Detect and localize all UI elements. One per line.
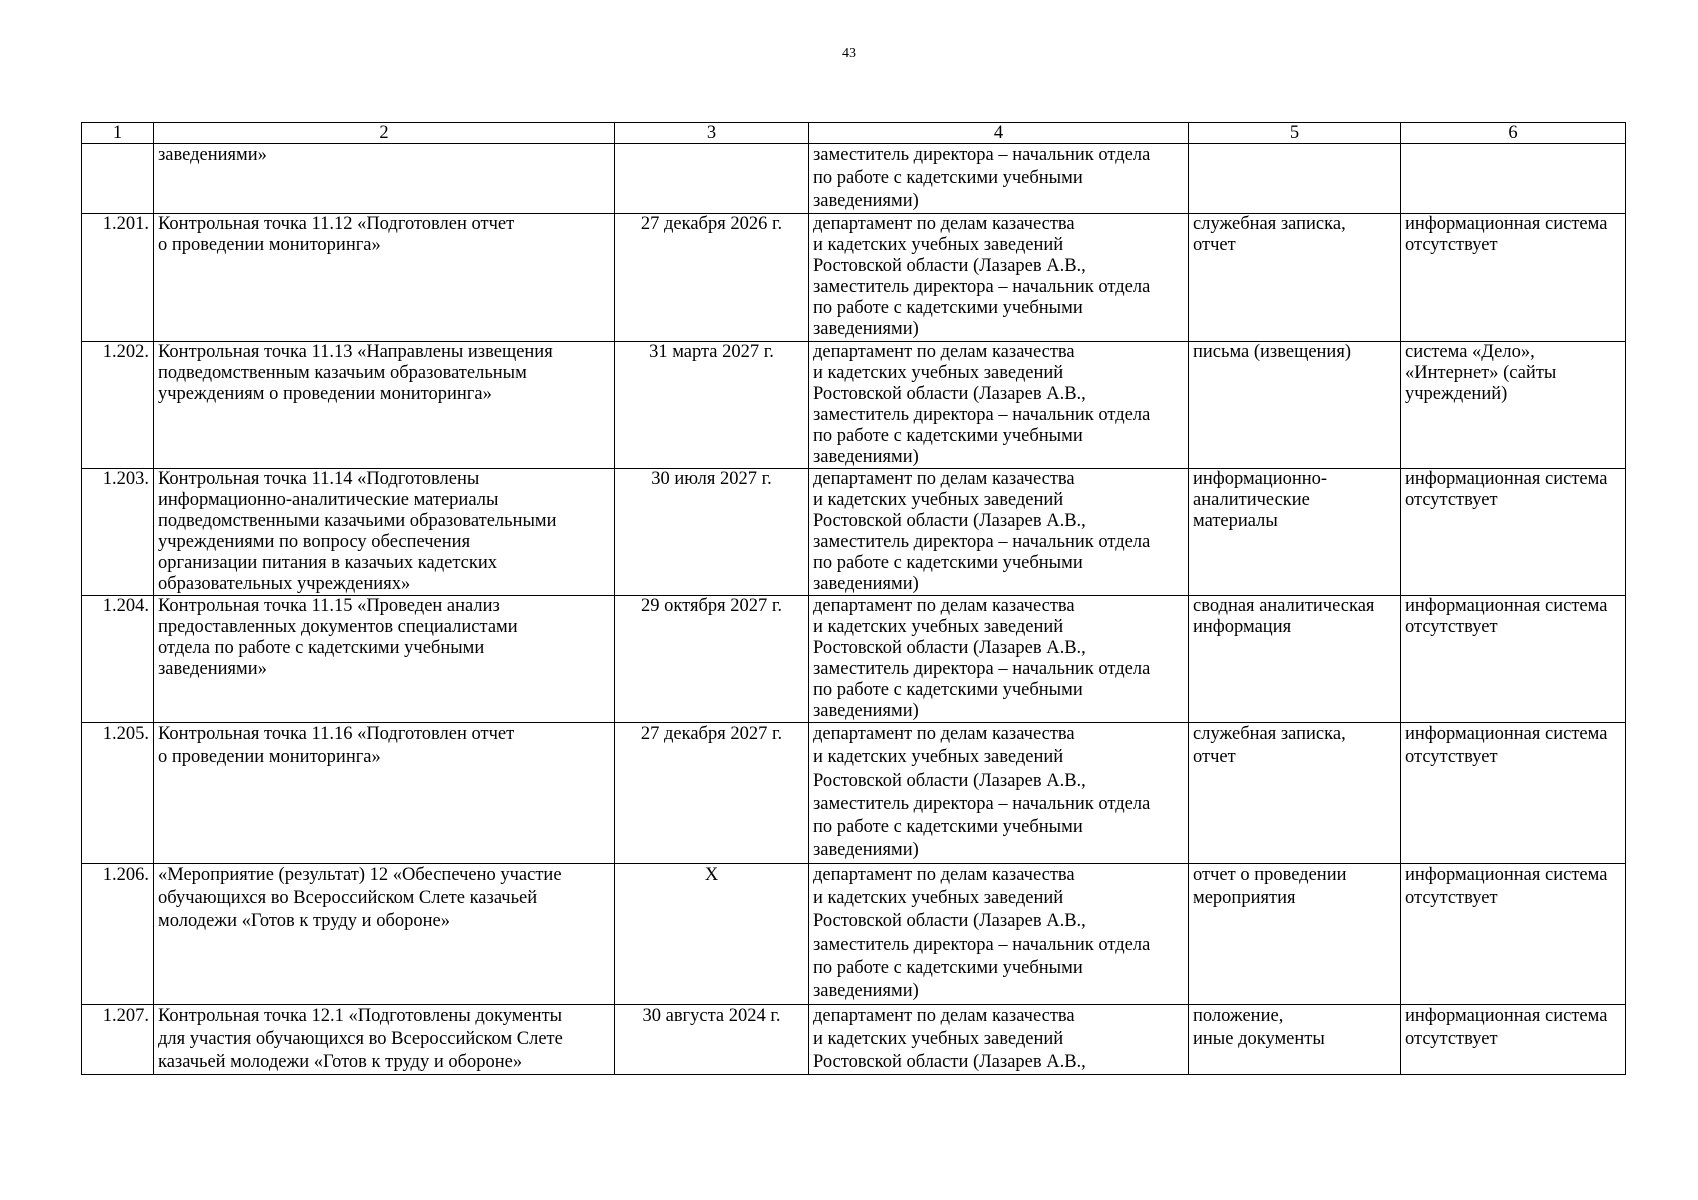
cell-line: департамент по делам казачества (813, 342, 1075, 362)
responsible-cell (809, 214, 1189, 342)
cell-line: Ростовской области (Лазарев А.В., (813, 770, 1086, 791)
deadline-cell: 29 октября 2027 г. (615, 596, 809, 723)
row-number: 1.207. (82, 1004, 154, 1074)
cell-line: департамент по делам казачества (813, 596, 1075, 616)
cell-line: «Интернет» (сайты (1405, 363, 1557, 383)
row-number: 1.206. (82, 863, 154, 1004)
cell-line: о проведении мониторинга» (158, 235, 381, 255)
cell-line: иные документы (1193, 1028, 1325, 1049)
cell-line: положение, (1193, 1005, 1284, 1026)
cell-line: письма (извещения) (1193, 342, 1351, 362)
cell-line: заведениями) (813, 191, 919, 211)
column-header: 4 (809, 123, 1189, 144)
responsible-cell (809, 596, 1189, 723)
cell-line: и кадетских учебных заведений (813, 490, 1064, 510)
information-system-cell (1401, 342, 1626, 469)
cell-line: заведениями» (158, 659, 267, 679)
cell-line: Контрольная точка 11.13 «Направлены извещения (158, 342, 553, 362)
information-system-cell (1401, 723, 1626, 864)
information-system-cell (1401, 144, 1626, 214)
cell-line: заместитель директора – начальник отдела (813, 659, 1151, 679)
table-row (82, 1004, 1626, 1074)
cell-line: информация (1193, 617, 1292, 637)
event-name-cell (154, 214, 615, 342)
cell-line: заместитель директора – начальник отдела (813, 277, 1151, 297)
information-system-cell (1401, 596, 1626, 723)
cell-line: Ростовской области (Лазарев А.В., (813, 911, 1086, 932)
cell-line: учреждениям о проведении мониторинга» (158, 384, 492, 404)
cell-line: заместитель директора – начальник отдела (813, 532, 1151, 552)
cell-line: о проведении мониторинга» (158, 747, 381, 768)
cell-line: учреждений) (1405, 384, 1508, 404)
table-body (82, 144, 1626, 1075)
cell-line: информационная система (1405, 1005, 1608, 1026)
cell-line: заведениями) (813, 574, 919, 594)
cell-line: Ростовской области (Лазарев А.В., (813, 256, 1086, 276)
table-row (82, 596, 1626, 723)
row-number: 1.201. (82, 214, 154, 342)
cell-line: предоставленных документов специалистами (158, 617, 518, 637)
document-type-cell (1189, 863, 1401, 1004)
cell-line: информационная система (1405, 724, 1608, 744)
responsible-cell (809, 863, 1189, 1004)
responsible-cell (809, 144, 1189, 214)
cell-line: заведениями) (813, 319, 919, 339)
cell-line: «Мероприятие (результат) 12 «Обеспечено участие (158, 864, 562, 885)
cell-line: отсутствует (1405, 747, 1498, 768)
cell-line: Контрольная точка 11.16 «Подготовлен отчет (158, 724, 515, 744)
cell-line: по работе с кадетскими учебными (813, 680, 1083, 700)
cell-line: и кадетских учебных заведений (813, 888, 1064, 909)
cell-line: Ростовской области (Лазарев А.В., (813, 511, 1086, 531)
table-row (82, 469, 1626, 596)
deadline-cell: 30 июля 2027 г. (615, 469, 809, 596)
column-header: 3 (615, 123, 809, 144)
page-number: 43 (842, 46, 856, 61)
cell-line: заместитель директора – начальник отдела (813, 145, 1151, 165)
cell-line: учреждениями по вопросу обеспечения (158, 532, 471, 552)
table-row (82, 863, 1626, 1004)
plan-table (81, 122, 1626, 1075)
information-system-cell (1401, 214, 1626, 342)
event-name-cell (154, 342, 615, 469)
information-system-cell (1401, 1004, 1626, 1074)
event-name-cell (154, 469, 615, 596)
cell-line: информационная система (1405, 596, 1608, 616)
cell-line: отсутствует (1405, 235, 1498, 255)
cell-line: заведениями) (813, 981, 919, 1002)
cell-line: аналитические (1193, 490, 1310, 510)
information-system-cell (1401, 469, 1626, 596)
document-type-cell (1189, 723, 1401, 864)
cell-line: Ростовской области (Лазарев А.В., (813, 384, 1086, 404)
cell-line: отсутствует (1405, 617, 1498, 637)
document-type-cell (1189, 469, 1401, 596)
responsible-cell (809, 1004, 1189, 1074)
event-name-cell (154, 863, 615, 1004)
responsible-cell (809, 342, 1189, 469)
cell-line: по работе с кадетскими учебными (813, 553, 1083, 573)
deadline-cell: X (615, 863, 809, 1004)
deadline-cell: 30 августа 2024 г. (615, 1004, 809, 1074)
cell-line: заместитель директора – начальник отдела (813, 405, 1151, 425)
cell-line: по работе с кадетскими учебными (813, 298, 1083, 318)
cell-line: информационная система (1405, 469, 1608, 489)
cell-line: отсутствует (1405, 888, 1498, 909)
row-number (82, 144, 154, 214)
cell-line: по работе с кадетскими учебными (813, 957, 1083, 978)
cell-line: департамент по делам казачества (813, 724, 1075, 744)
row-number: 1.203. (82, 469, 154, 596)
cell-line: заведениями) (813, 840, 919, 861)
cell-line: и кадетских учебных заведений (813, 1028, 1064, 1049)
event-name-cell (154, 596, 615, 723)
cell-line: Ростовской области (Лазарев А.В., (813, 638, 1086, 658)
cell-line: казачьей молодежи «Готов к труду и обороне» (158, 1051, 523, 1072)
cell-line: заведениями» (158, 145, 267, 165)
cell-line: Контрольная точка 11.15 «Проведен анализ (158, 596, 500, 616)
cell-line: департамент по делам казачества (813, 469, 1075, 489)
cell-line: информационная система (1405, 214, 1608, 234)
cell-line: и кадетских учебных заведений (813, 747, 1064, 768)
cell-line: образовательных учреждениях» (158, 574, 411, 594)
responsible-cell (809, 723, 1189, 864)
cell-line: отчет о проведении (1193, 864, 1347, 885)
cell-line: и кадетских учебных заведений (813, 363, 1064, 383)
cell-line: по работе с кадетскими учебными (813, 168, 1083, 188)
event-name-cell (154, 144, 615, 214)
cell-line: сводная аналитическая (1193, 596, 1375, 616)
deadline-cell: 27 декабря 2027 г. (615, 723, 809, 864)
cell-line: служебная записка, (1193, 724, 1346, 744)
table-row (82, 342, 1626, 469)
cell-line: отсутствует (1405, 1028, 1498, 1049)
document-type-cell (1189, 214, 1401, 342)
cell-line: Ростовской области (Лазарев А.В., (813, 1051, 1086, 1072)
cell-line: заместитель директора – начальник отдела (813, 793, 1151, 814)
column-header: 2 (154, 123, 615, 144)
deadline-cell: 27 декабря 2026 г. (615, 214, 809, 342)
row-number: 1.202. (82, 342, 154, 469)
cell-line: организации питания в казачьих кадетских (158, 553, 497, 573)
document-type-cell (1189, 144, 1401, 214)
cell-line: информационно-аналитические материалы (158, 490, 499, 510)
cell-line: мероприятия (1193, 888, 1296, 909)
row-number: 1.205. (82, 723, 154, 864)
document-type-cell (1189, 1004, 1401, 1074)
cell-line: отдела по работе с кадетскими учебными (158, 638, 485, 658)
cell-line: заведениями) (813, 447, 919, 467)
deadline-cell: 31 марта 2027 г. (615, 342, 809, 469)
cell-line: для участия обучающихся во Всероссийском Слете (158, 1028, 563, 1049)
cell-line: отчет (1193, 747, 1236, 768)
document-type-cell (1189, 596, 1401, 723)
responsible-cell (809, 469, 1189, 596)
cell-line: отчет (1193, 235, 1236, 255)
cell-line: система «Дело», (1405, 342, 1535, 362)
table-row (82, 144, 1626, 214)
cell-line: подведомственными казачьими образовательными (158, 511, 557, 531)
cell-line: департамент по делам казачества (813, 1005, 1075, 1026)
column-header: 1 (82, 123, 154, 144)
cell-line: материалы (1193, 511, 1278, 531)
cell-line: молодежи «Готов к труду и обороне» (158, 911, 450, 932)
event-name-cell (154, 723, 615, 864)
cell-line: обучающихся во Всероссийском Слете казачьей (158, 888, 538, 909)
cell-line: департамент по делам казачества (813, 214, 1075, 234)
column-header: 5 (1189, 123, 1401, 144)
column-header: 6 (1401, 123, 1626, 144)
cell-line: служебная записка, (1193, 214, 1346, 234)
row-number: 1.204. (82, 596, 154, 723)
cell-line: по работе с кадетскими учебными (813, 817, 1083, 838)
cell-line: по работе с кадетскими учебными (813, 426, 1083, 446)
cell-line: департамент по делам казачества (813, 864, 1075, 885)
cell-line: Контрольная точка 11.14 «Подготовлены (158, 469, 480, 489)
cell-line: Контрольная точка 12.1 «Подготовлены документы (158, 1005, 563, 1026)
cell-line: и кадетских учебных заведений (813, 617, 1064, 637)
cell-line: отсутствует (1405, 490, 1498, 510)
document-type-cell (1189, 342, 1401, 469)
table-row (82, 214, 1626, 342)
cell-line: заместитель директора – начальник отдела (813, 934, 1151, 955)
deadline-cell (615, 144, 809, 214)
table-row (82, 723, 1626, 864)
cell-line: заведениями) (813, 701, 919, 721)
header-row (82, 123, 1626, 144)
cell-line: Контрольная точка 11.12 «Подготовлен отчет (158, 214, 515, 234)
event-name-cell (154, 1004, 615, 1074)
cell-line: и кадетских учебных заведений (813, 235, 1064, 255)
cell-line: информационно- (1193, 469, 1328, 489)
cell-line: подведомственным казачьим образовательным (158, 363, 527, 383)
cell-line: информационная система (1405, 864, 1608, 885)
information-system-cell (1401, 863, 1626, 1004)
